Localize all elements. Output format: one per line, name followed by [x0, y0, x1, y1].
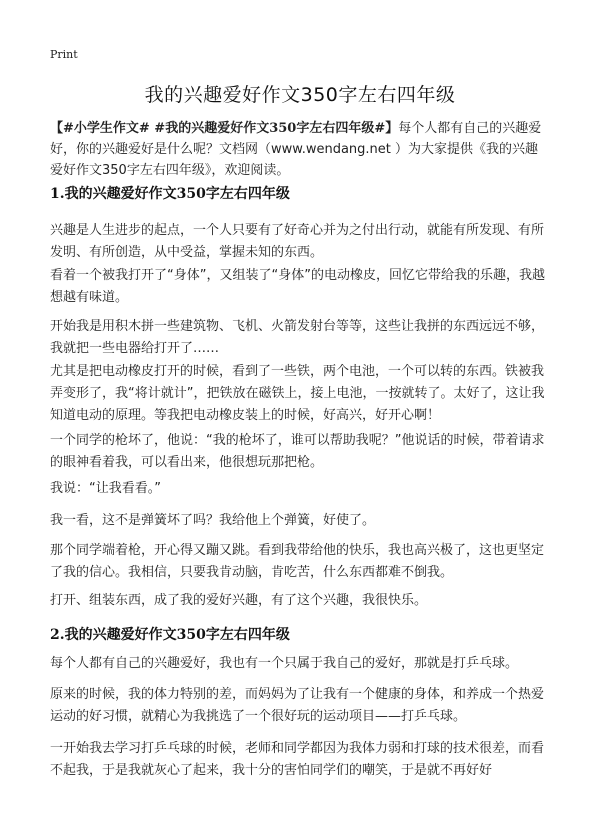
paragraph: 兴趣是人生进步的起点，一个人只要有了好奇心并为之付出行动，就能有所发现、有所发明、有所创造，从中受益，掌握未知的东西。: [50, 223, 545, 260]
paragraph: 打开、组装东西，成了我的爱好兴趣，有了这个兴趣，我很快乐。: [50, 593, 428, 608]
paragraph: 开始我是用积木拼一些建筑物、飞机、火箭发射台等等，这些让我拼的东西远远不够，我就把一些电器给打开了……: [50, 319, 545, 356]
paragraph: 一开始我去学习打乒乓球的时候，老师和同学都因为我体力弱和打球的技术很差，而看不起我，于是我就灰心了起来，我十分的害怕同学们的嘲笑，于是就不再好好: [50, 741, 545, 778]
intro-paragraph: [50, 118, 550, 181]
section-heading-2: 2.我的兴趣爱好作文350字左右四年级: [50, 627, 290, 643]
paragraph: 原来的时候，我的体力特别的差，而妈妈为了让我有一个健康的身体，和养成一个热爱运动的好习惯，就精心为我挑选了一个很好玩的运动项目——打乒乓球。: [50, 687, 545, 724]
print-label: Print: [50, 48, 78, 61]
section-heading-1: 1.我的兴趣爱好作文350字左右四年级: [50, 186, 290, 202]
intro-tag: 【#小学生作文# #我的兴趣爱好作文350字左右四年级#】: [50, 121, 399, 136]
paragraph: 尤其是把电动橡皮打开的时候，看到了一些铁，两个电池，一个可以转的东西。铁被我弄变形了，我“将计就计”，把铁放在磁铁上，接上电池，一按就转了。太好了，这让我知道电动的原理。等我把电动橡皮装上的时候，好高兴，好开心啊！: [50, 364, 545, 423]
intro-text: 每个人都有自己的兴趣爱好，你的兴趣爱好是什么呢？文档网（www.wendang.net ）为大家提供《我的兴趣爱好作文350字左右四年级》，欢迎阅读。: [50, 121, 542, 178]
paragraph: 那个同学端着枪，开心得又蹦又跳。看到我带给他的快乐，我也高兴极了，这也更坚定了我的信心。我相信，只要我肯动脑，肯吃苦，什么东西都难不倒我。: [50, 543, 545, 580]
page-title: 我的兴趣爱好作文350字左右四年级: [144, 84, 456, 106]
paragraph: 看着一个被我打开了“身体”，又组装了“身体”的电动橡皮，回忆它带给我的乐趣，我越想越有味道。: [50, 268, 545, 305]
paragraph: 每个人都有自己的兴趣爱好，我也有一个只属于我自己的爱好，那就是打乒乓球。: [50, 656, 519, 671]
paragraph: 一个同学的枪坏了，他说：“我的枪坏了，谁可以帮助我呢？”他说话的时候，带着请求的眼神看着我，可以看出来，他很想玩那把枪。: [50, 433, 545, 470]
paragraph: 我一看，这不是弹簧坏了吗？我给他上个弹簧，好使了。: [50, 513, 376, 528]
paragraph: 我说：“让我看看。”: [50, 481, 161, 496]
